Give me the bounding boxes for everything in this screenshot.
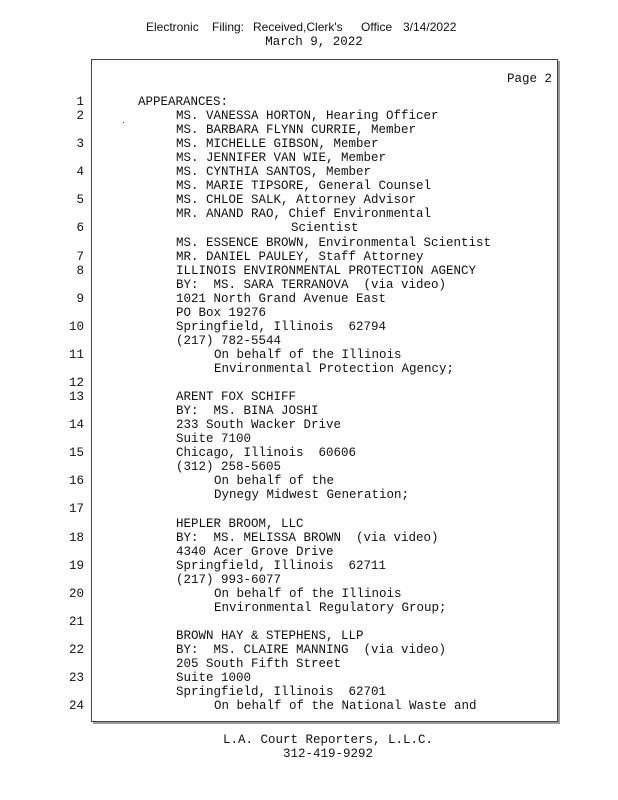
transcript-line: MR. ANAND RAO, Chief Environmental [176, 207, 432, 221]
transcript-line: Scientist [291, 221, 359, 235]
line-number [0, 151, 84, 165]
transcript-line: Springfield, Illinois 62701 [176, 685, 387, 699]
transcript-line: PO Box 19276 [176, 306, 267, 320]
line-number [0, 629, 84, 643]
transcript-line: (217) 993-6077 [176, 573, 282, 587]
transcript-line: On behalf of the [214, 474, 335, 488]
stamp-filing: Filing: [212, 20, 245, 34]
line-number [0, 278, 84, 292]
line-number [0, 306, 84, 320]
transcript-line: APPEARANCES: [138, 95, 229, 109]
transcript-line: Springfield, Illinois 62794 [176, 320, 387, 334]
transcript-line: BY: MS. MELISSA BROWN (via video) [176, 531, 439, 545]
line-number: 24 [68, 699, 84, 713]
line-number: 20 [68, 587, 84, 601]
transcript-line: BY: MS. BINA JOSHI [176, 404, 319, 418]
footer-phone: 312-419-9292 [282, 747, 373, 761]
line-number [0, 179, 84, 193]
line-number [0, 362, 84, 376]
transcript-line: On behalf of the National Waste and [214, 699, 477, 713]
transcript-line: On behalf of the Illinois [214, 348, 402, 362]
line-number [0, 334, 84, 348]
transcript-line: 205 South Fifth Street [176, 657, 342, 671]
transcript-line: 233 South Wacker Drive [176, 418, 342, 432]
transcript-line: (312) 258-5605 [176, 460, 282, 474]
line-number: 21 [68, 615, 84, 629]
line-number: 14 [68, 418, 84, 432]
line-number [0, 517, 84, 531]
transcript-line: MS. CYNTHIA SANTOS, Member [176, 165, 372, 179]
transcript-line: Environmental Protection Agency; [214, 362, 455, 376]
transcript-line: BY: MS. CLAIRE MANNING (via video) [176, 643, 447, 657]
transcript-line: MR. DANIEL PAULEY, Staff Attorney [176, 250, 424, 264]
transcript-line: Suite 1000 [176, 671, 252, 685]
line-number: 11 [68, 348, 84, 362]
line-number: 15 [68, 446, 84, 460]
line-number [0, 404, 84, 418]
transcript-date: March 9, 2022 [265, 35, 363, 49]
transcript-line: 1021 North Grand Avenue East [176, 292, 387, 306]
line-number [0, 657, 84, 671]
transcript-line: BROWN HAY & STEPHENS, LLP [176, 629, 364, 643]
transcript-line: Suite 7100 [176, 432, 252, 446]
line-number: 4 [76, 165, 84, 179]
line-number: 13 [68, 390, 84, 404]
line-number: 8 [76, 264, 84, 278]
stray-mark [123, 122, 124, 123]
line-number [0, 236, 84, 250]
line-number [0, 601, 84, 615]
transcript-line: HEPLER BROOM, LLC [176, 517, 304, 531]
transcript-line: MS. VANESSA HORTON, Hearing Officer [176, 109, 439, 123]
transcript-line: Environmental Regulatory Group; [214, 601, 447, 615]
transcript-line: MS. CHLOE SALK, Attorney Advisor [176, 193, 417, 207]
transcript-line: MS. MICHELLE GIBSON, Member [176, 137, 379, 151]
line-number [0, 488, 84, 502]
transcript-line: Springfield, Illinois 62711 [176, 559, 387, 573]
line-number [0, 685, 84, 699]
transcript-line: 4340 Acer Grove Drive [176, 545, 334, 559]
transcript-line: MS. ESSENCE BROWN, Environmental Scientist [176, 236, 492, 250]
stamp-office: Office [361, 20, 393, 34]
line-number: 2 [76, 109, 84, 123]
transcript-line: Dynegy Midwest Generation; [214, 488, 410, 502]
stamp-electronic: Electronic [146, 20, 199, 34]
line-number [0, 432, 84, 446]
page-number-label: Page 2 [506, 72, 552, 86]
transcript-line: MS. JENNIFER VAN WIE, Member [176, 151, 387, 165]
line-number [0, 207, 84, 221]
transcript-line: MS. BARBARA FLYNN CURRIE, Member [176, 123, 417, 137]
line-number [0, 460, 84, 474]
line-number: 12 [68, 376, 84, 390]
stamp-received: Received,Clerk's [253, 20, 343, 34]
transcript-line: Chicago, Illinois 60606 [176, 446, 357, 460]
line-number: 23 [68, 671, 84, 685]
line-number: 10 [68, 320, 84, 334]
line-number: 18 [68, 531, 84, 545]
transcript-line: ARENT FOX SCHIFF [176, 390, 297, 404]
line-number: 17 [68, 502, 84, 516]
transcript-line: ILLINOIS ENVIRONMENTAL PROTECTION AGENCY [176, 264, 477, 278]
line-number: 9 [76, 292, 84, 306]
line-number [0, 123, 84, 137]
transcript-line: MS. MARIE TIPSORE, General Counsel [176, 179, 432, 193]
line-number: 22 [68, 643, 84, 657]
line-number: 16 [68, 474, 84, 488]
line-number [0, 573, 84, 587]
line-number: 7 [76, 250, 84, 264]
transcript-line: On behalf of the Illinois [214, 587, 402, 601]
transcript-line: (217) 782-5544 [176, 334, 282, 348]
line-number: 6 [76, 221, 84, 235]
line-number: 1 [76, 95, 84, 109]
stamp-date: 3/14/2022 [403, 20, 457, 34]
transcript-line: BY: MS. SARA TERRANOVA (via video) [176, 278, 447, 292]
line-number: 19 [68, 559, 84, 573]
footer-company: L.A. Court Reporters, L.L.C. [222, 733, 434, 747]
line-number [0, 545, 84, 559]
line-number: 3 [76, 137, 84, 151]
line-number: 5 [76, 193, 84, 207]
